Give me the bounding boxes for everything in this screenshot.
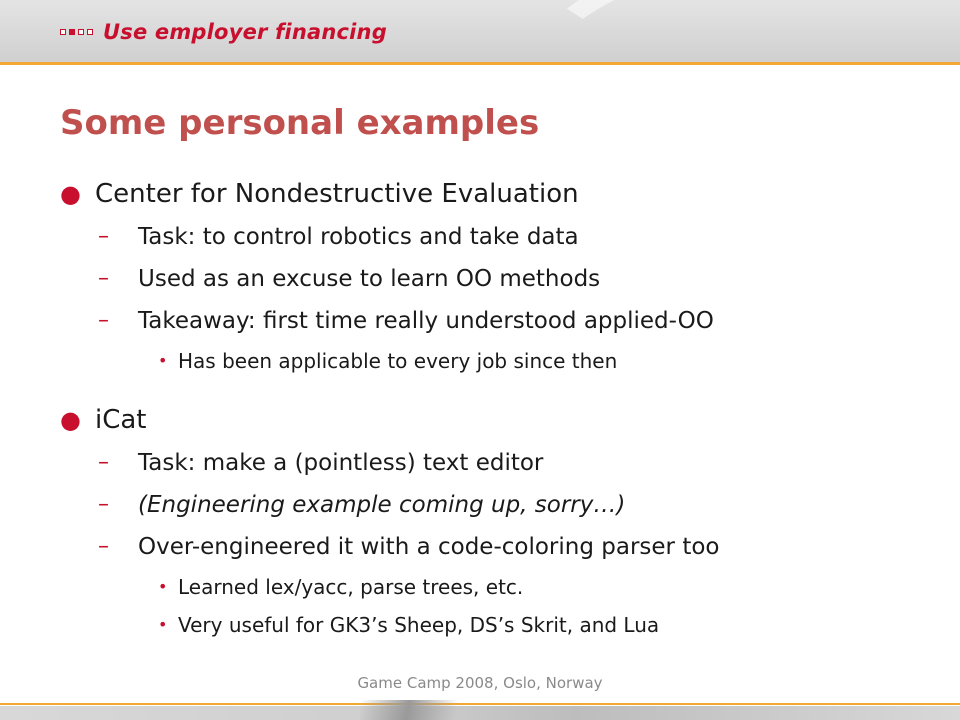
- sub-bullet-text: Used as an excuse to learn OO methods: [138, 266, 601, 292]
- sub-bullet-item: [60, 526, 940, 568]
- sub-sub-bullet-item: [60, 568, 940, 606]
- bullet-item: [60, 172, 940, 216]
- bullet-dot-icon: ●: [60, 406, 81, 434]
- dash-icon: –: [98, 224, 109, 249]
- bullet-text: iCat: [95, 405, 147, 435]
- small-bullet-icon: •: [158, 615, 168, 634]
- dash-icon: –: [98, 266, 109, 291]
- sub-bullet-item: [60, 442, 940, 484]
- slide-body: [60, 172, 940, 644]
- sub-bullet-text: Over-engineered it with a code-coloring parser too: [138, 534, 720, 560]
- progress-dot-active: [69, 29, 75, 35]
- sub-bullet-item: [60, 216, 940, 258]
- slide-title: Some personal examples: [60, 103, 540, 143]
- sub-sub-bullet-text: Very useful for GK3’s Sheep, DS’s Skrit, and Lua: [178, 613, 660, 637]
- section-title: Use employer financing: [103, 20, 387, 44]
- header-divider: [0, 62, 960, 65]
- sub-bullet-text: Takeaway: first time really understood applied-OO: [138, 308, 714, 334]
- progress-dot: [87, 29, 93, 35]
- sub-sub-bullet-text: Learned lex/yacc, parse trees, etc.: [178, 575, 524, 599]
- dash-icon: –: [98, 492, 109, 517]
- dash-icon: –: [98, 534, 109, 559]
- sub-bullet-text: (Engineering example coming up, sorry…): [138, 492, 626, 518]
- progress-dot: [60, 29, 66, 35]
- sub-bullet-item: [60, 258, 940, 300]
- slide-footer: Game Camp 2008, Oslo, Norway: [357, 674, 603, 692]
- footer-swoosh-decoration: [360, 700, 480, 720]
- sub-bullet-text: Task: make a (pointless) text editor: [138, 450, 544, 476]
- dash-icon: –: [98, 308, 109, 333]
- small-bullet-icon: •: [158, 351, 168, 370]
- footer-divider: [0, 703, 960, 705]
- header-swoosh-decoration: [360, 0, 960, 60]
- section-header: [60, 17, 387, 47]
- footer-band: [0, 706, 960, 720]
- sub-sub-bullet-text: Has been applicable to every job since then: [178, 349, 618, 373]
- sub-sub-bullet-item: [60, 606, 940, 644]
- bullet-text: Center for Nondestructive Evaluation: [95, 179, 579, 209]
- dash-icon: –: [98, 450, 109, 475]
- progress-dot: [78, 29, 84, 35]
- sub-bullet-text: Task: to control robotics and take data: [138, 224, 579, 250]
- small-bullet-icon: •: [158, 577, 168, 596]
- sub-bullet-item: [60, 300, 940, 342]
- progress-dots-icon: [60, 29, 93, 35]
- sub-bullet-item: [60, 484, 940, 526]
- sub-sub-bullet-item: [60, 342, 940, 380]
- bullet-item: [60, 398, 940, 442]
- bullet-dot-icon: ●: [60, 180, 81, 208]
